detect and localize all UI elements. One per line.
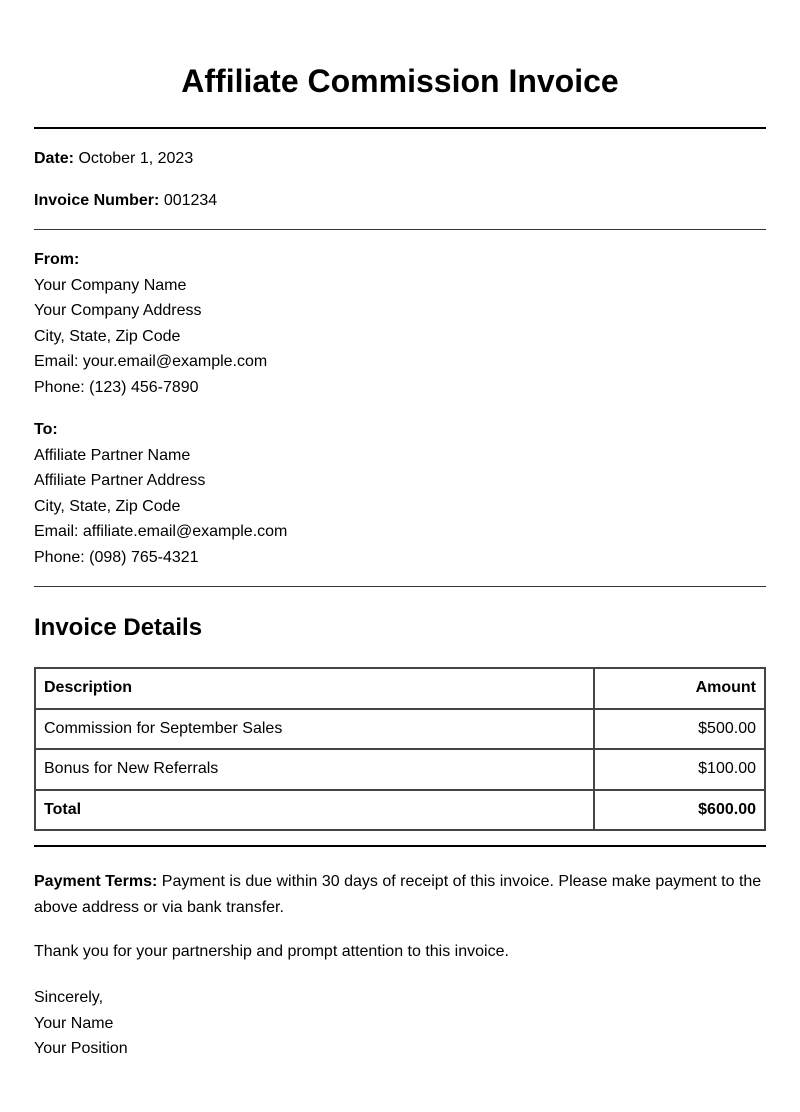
thank-you-note: Thank you for your partnership and prompt attention to this invoice. <box>34 943 509 960</box>
closing-line: Your Name <box>34 1014 114 1032</box>
from-line: Your Company Name <box>34 276 187 294</box>
payment-terms <box>34 869 766 920</box>
invoice-number-value: 001234 <box>163 192 218 209</box>
invoice-number-label: Invoice Number: <box>34 192 160 209</box>
invoice-table <box>34 667 766 831</box>
to-line: Phone: (098) 765-4321 <box>34 548 199 566</box>
table-row <box>35 749 765 790</box>
payment-terms-text: Payment is due within 30 days of receipt of this invoice. Please make payment to the above address or via bank transfer. <box>34 873 762 916</box>
to-line: Email: affiliate.email@example.com <box>34 523 288 541</box>
row-description: Commission for September Sales <box>35 709 594 750</box>
invoice-number <box>34 191 217 211</box>
from-label: From: <box>34 251 80 268</box>
from-line: City, State, Zip Code <box>34 327 181 345</box>
to-line: Affiliate Partner Address <box>34 472 206 490</box>
closing-line: Your Position <box>34 1040 128 1058</box>
total-label: Total <box>35 790 594 831</box>
closing-line: Sincerely, <box>34 989 104 1006</box>
page-title: Affiliate Commission Invoice <box>181 63 619 99</box>
to-label: To: <box>34 421 58 438</box>
from-line: Your Company Address <box>34 302 202 320</box>
details-heading: Invoice Details <box>34 614 203 641</box>
table-row <box>35 709 765 750</box>
table-total-row <box>35 790 765 831</box>
row-amount: $100.00 <box>594 749 765 790</box>
table-header-row <box>35 668 765 709</box>
from-line: Phone: (123) 456-7890 <box>34 378 199 396</box>
payment-terms-label: Payment Terms: <box>34 873 158 890</box>
column-header-description: Description <box>35 668 594 709</box>
column-header-amount: Amount <box>594 668 765 709</box>
date-value: October 1, 2023 <box>78 150 194 167</box>
to-line: Affiliate Partner Name <box>34 446 191 464</box>
invoice-date <box>34 149 193 169</box>
to-block <box>34 417 287 571</box>
from-block <box>34 247 267 401</box>
address-divider <box>34 586 766 587</box>
title-divider <box>34 127 766 129</box>
table-divider <box>34 845 766 847</box>
row-amount: $500.00 <box>594 709 765 750</box>
closing-block <box>34 985 128 1062</box>
row-description: Bonus for New Referrals <box>35 749 594 790</box>
from-line: Email: your.email@example.com <box>34 353 268 371</box>
total-amount: $600.00 <box>594 790 765 831</box>
date-label: Date: <box>34 150 75 167</box>
to-line: City, State, Zip Code <box>34 497 181 515</box>
meta-divider <box>34 229 766 230</box>
